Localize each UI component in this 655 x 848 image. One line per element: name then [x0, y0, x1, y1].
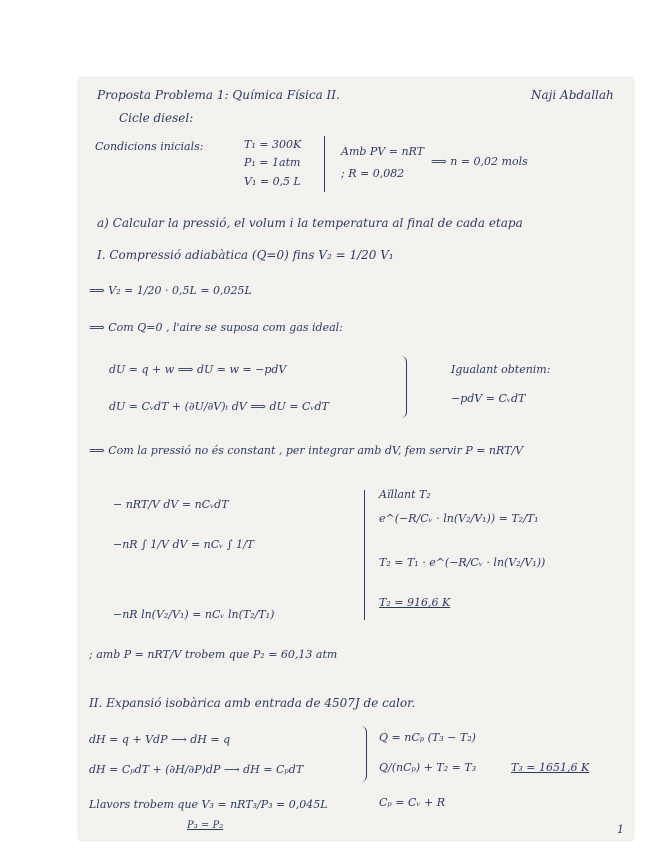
igualant-label: Igualant obtenim: — [451, 363, 551, 376]
moles-result: ⟹ n = 0,02 mols — [431, 155, 528, 168]
p3-note: P₃ = P₂ — [187, 820, 224, 831]
document-title: Proposta Problema 1: Química Física II. — [97, 88, 340, 102]
p2-result: ; amb P = nRT/V trobem que P₂ = 60,13 atm — [89, 648, 338, 661]
aillant-label: Aïllant T₂ — [379, 488, 431, 501]
v2-calculation: ⟹ V₂ = 1/20 · 0,5L = 0,025L — [89, 284, 252, 297]
t3-equation: Q/(nCₚ) + T₂ = T₃ — [379, 761, 477, 774]
integral-step-1: − nRT/V dV = nCᵥdT — [113, 498, 229, 511]
v3-result: Llavors trobem que V₃ = nRT₃/P₃ = 0,045L — [89, 798, 328, 811]
initial-v1: V₁ = 0,5 L — [244, 175, 301, 188]
cp-relation: Cₚ = Cᵥ + R — [379, 796, 446, 809]
dh-equation-2: dH = CₚdT + (∂H/∂P)dP ⟶ dH = CₚdT — [89, 763, 304, 776]
pressure-note: ⟹ Com la pressió no és constant , per integrar amb dV, fem servir P = nRT/V — [89, 444, 524, 457]
aillant-equation-1: e^(−R/Cᵥ · ln(V₂/V₁)) = T₂/T₁ — [379, 512, 539, 525]
q-equation: Q = nCₚ (T₃ − T₂) — [379, 731, 476, 744]
ideal-gas-note: ⟹ Com Q=0 , l'aire se suposa com gas ideal: — [89, 321, 343, 334]
page-number: 1 — [617, 823, 624, 836]
initial-p1: P₁ = 1atm — [244, 156, 301, 169]
handwritten-page — [79, 78, 633, 840]
initial-t1: T₁ = 300K — [244, 138, 302, 151]
du-equation-2: dU = CᵥdT + (∂U/∂V)ₜ dV ⟹ dU = CᵥdT — [109, 400, 329, 413]
gas-constant: ; R = 0,082 — [341, 167, 405, 180]
igualant-equation: −pdV = CᵥdT — [451, 392, 526, 405]
divider-line — [364, 490, 365, 620]
part-a-heading: a) Calcular la pressió, el volum i la temperatura al final de cada etapa — [97, 216, 523, 230]
integral-step-2: −nR ∫ 1/V dV = nCᵥ ∫ 1/T — [113, 538, 255, 551]
subtitle: Cicle diesel: — [119, 111, 194, 125]
ideal-gas-law: Amb PV = nRT — [341, 145, 424, 158]
du-equation-1: dU = q + w ⟹ dU = w = −pdV — [109, 363, 287, 376]
brace — [401, 356, 407, 418]
brace — [361, 726, 367, 782]
t3-result: T₃ = 1651,6 K — [511, 761, 590, 774]
step1-heading: I. Compressió adiabàtica (Q=0) fins V₂ = 1/20 V₁ — [97, 248, 394, 262]
dh-equation-1: dH = q + VdP ⟶ dH = q — [89, 733, 231, 746]
t2-result: T₂ = 916,6 K — [379, 596, 451, 609]
integral-step-3: −nR ln(V₂/V₁) = nCᵥ ln(T₂/T₁) — [113, 608, 275, 621]
brace — [324, 136, 329, 192]
step2-heading: II. Expansió isobàrica amb entrada de 4507J de calor. — [89, 696, 416, 710]
initial-conditions-label: Condicions inicials: — [95, 140, 204, 153]
author-name: Naji Abdallah — [531, 88, 614, 102]
aillant-equation-2: T₂ = T₁ · e^(−R/Cᵥ · ln(V₂/V₁)) — [379, 556, 546, 569]
